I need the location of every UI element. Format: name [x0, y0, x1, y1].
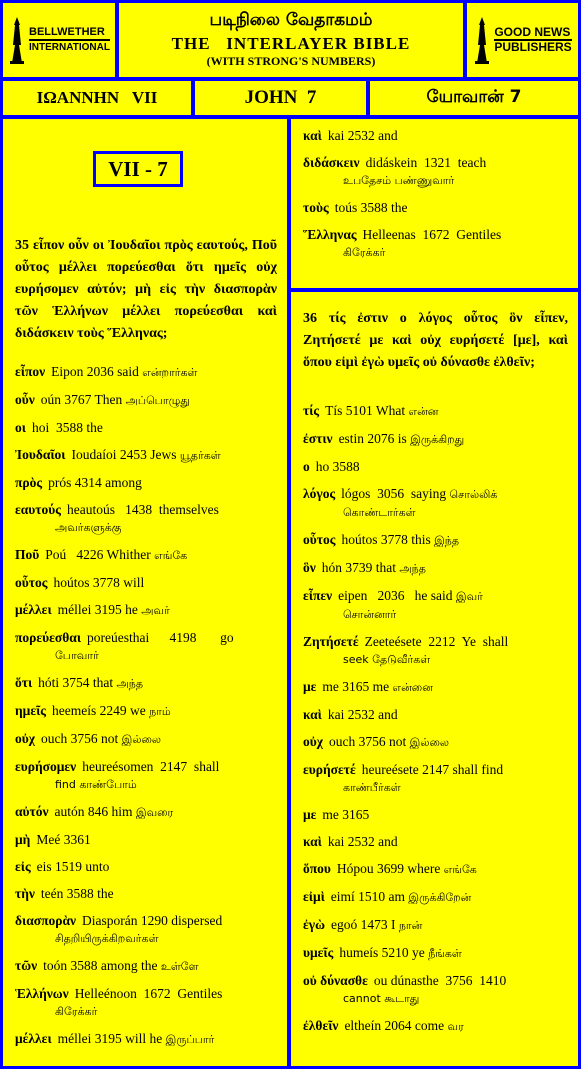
word-entry — [303, 706, 568, 724]
transliteration: prós 4314 among — [48, 475, 142, 490]
transliteration: me 3165 me — [322, 679, 390, 694]
tamil-gloss: இந்த — [434, 534, 459, 547]
continuation: போவார் — [55, 649, 99, 662]
word-entry — [15, 730, 277, 749]
transliteration: heureésomen 2147 shall — [82, 759, 220, 774]
transliteration: teén 3588 the — [40, 886, 114, 901]
greek-word: οὗτος — [303, 532, 336, 547]
transliteration: méllei 3195 will he — [57, 1031, 163, 1046]
word-entry — [15, 758, 277, 794]
greek-word: εἰμὶ — [303, 889, 325, 904]
transliteration: autón 846 him — [54, 804, 133, 819]
greek-word: εαυτούς — [15, 502, 61, 517]
word-entry — [15, 803, 277, 822]
continuation: கிரேக்கர் — [55, 1005, 98, 1018]
word-entry — [303, 199, 568, 217]
tamil-gloss: இல்லை — [409, 736, 449, 749]
word-entry — [15, 957, 277, 976]
transliteration: egoó 1473 I — [330, 917, 396, 932]
transliteration: oún 3767 Then — [40, 392, 123, 407]
tamil-gloss: என்னை — [392, 681, 433, 694]
transliteration: didáskein 1321 teach — [365, 155, 487, 170]
verse-36-text: 36 τίς ἐστιν ο λόγος οὗτος ὃν εἶπεν, Ζητήσετέ με καὶ οὐχ ευρήσετέ [με], καὶ ὅπου εἰμὶ ἐγὼ υμεῖς οὐ δύνασθε ἐλθεῖν; — [303, 311, 568, 370]
verse-35-text: 35 εἶπον οὖν οι Ἰουδαῖοι πρὸς εαυτούς, Ποῦ οὗτος μέλλει πορεύεσθαι ὅτι ημεῖς οὐχ ευρήσομεν αὐτόν; μὴ εἰς τὴν διασπορὰν τῶν Ἑλλήνων μέλλει πορεύεσθαι καὶ διδάσκειν τοὺς Ἕλληνας; — [15, 238, 277, 341]
book-english-cell — [195, 81, 366, 115]
word-entry — [303, 531, 568, 550]
transliteration: ou dúnasthe 3756 1410 — [373, 973, 507, 988]
word-entry — [15, 574, 277, 592]
greek-word: με — [303, 807, 317, 822]
transliteration: me 3165 — [322, 807, 370, 822]
greek-word: τὴν — [15, 886, 35, 901]
greek-word: εἶπον — [15, 364, 46, 379]
continuation: find காண்போம் — [55, 778, 137, 791]
greek-word: μέλλει — [15, 602, 52, 617]
greek-word: καὶ — [303, 707, 322, 722]
greek-word: μὴ — [15, 832, 31, 847]
word-entry — [15, 885, 277, 903]
book-greek-cell — [3, 81, 191, 115]
transliteration: toús 3588 the — [334, 200, 408, 215]
continuation: உபதேசம் பண்ணுவார் — [343, 174, 455, 187]
word-entry — [303, 458, 568, 476]
tamil-gloss: இவரை — [135, 806, 174, 819]
word-entry — [303, 833, 568, 851]
word-entry — [15, 912, 277, 948]
book-tamil-cell — [370, 81, 578, 115]
tamil-gloss: நான் — [398, 919, 423, 932]
transliteration: Diasporán 1290 dispersed — [82, 913, 223, 928]
continuation: அவர்களுக்கு — [55, 521, 122, 534]
transliteration: lógos 3056 saying — [341, 486, 447, 501]
transliteration: Hópou 3699 where — [336, 861, 441, 876]
continuation: காண்பீர்கள் — [343, 781, 401, 794]
right-logo-panel — [467, 3, 578, 77]
transliteration: hón 3739 that — [321, 560, 397, 575]
tamil-gloss: அந்த — [399, 562, 426, 575]
transliteration: méllei 3195 he — [57, 602, 138, 617]
transliteration: eltheín 2064 come — [344, 1018, 445, 1033]
word-entry — [15, 629, 277, 665]
greek-word: πρὸς — [15, 475, 43, 490]
word-entry — [303, 806, 568, 824]
book-tamil: யோவான் 7 — [426, 87, 522, 107]
greek-word: πορεύεσθαι — [15, 630, 82, 645]
word-entry — [15, 363, 277, 382]
word-entry — [15, 501, 277, 537]
word-entry — [303, 402, 568, 421]
tamil-gloss: உள்ளே — [160, 960, 199, 973]
greek-word: ἐλθεῖν — [303, 1018, 339, 1033]
transliteration: humeís 5210 ye — [339, 945, 425, 960]
tamil-gloss: நாம் — [149, 705, 171, 718]
greek-word: Ποῦ — [15, 547, 40, 562]
transliteration: eis 1519 unto — [36, 859, 110, 874]
left-logo-line1: BELLWETHER — [29, 26, 110, 41]
word-entry — [15, 546, 277, 565]
title-english: THE INTERLAYER BIBLE — [171, 34, 411, 53]
transliteration: Meé 3361 — [36, 832, 91, 847]
word-entry — [15, 474, 277, 492]
transliteration: Ioudaíoi 2453 Jews — [71, 447, 177, 462]
word-entry — [303, 587, 568, 624]
continuation: சிதறியிருக்கிறவர்கள் — [55, 932, 159, 945]
word-entry — [303, 916, 568, 935]
word-entry — [15, 1030, 277, 1049]
right-logo-line2: PUBLISHERS — [494, 40, 572, 54]
greek-word: καὶ — [303, 834, 322, 849]
title-tamil: படிநிலை வேதாகமம் — [209, 10, 373, 30]
transliteration: estin 2076 is — [338, 431, 407, 446]
tamil-gloss: நீங்கள் — [428, 947, 462, 960]
tamil-gloss: சொல்லிக் — [449, 488, 498, 501]
greek-word: με — [303, 679, 317, 694]
greek-word: ημεῖς — [15, 703, 46, 718]
tamil-gloss: அவர் — [141, 604, 170, 617]
transliteration: Eipon 2036 said — [51, 364, 139, 379]
tamil-gloss: இருப்பார் — [165, 1033, 215, 1046]
word-entry — [303, 888, 568, 907]
greek-word: οὗτος — [15, 575, 48, 590]
transliteration: hoútos 3778 this — [341, 532, 431, 547]
greek-word: διδάσκειν — [303, 155, 360, 170]
greek-word: ἐγὼ — [303, 917, 325, 932]
word-entry — [15, 702, 277, 721]
word-entry — [303, 1017, 568, 1036]
right-top-entries — [303, 127, 568, 262]
greek-word: οὐ δύνασθε — [303, 973, 368, 988]
transliteration: kai 2532 and — [327, 707, 398, 722]
word-entry — [303, 154, 568, 190]
greek-word: ὅτι — [15, 675, 33, 690]
transliteration: Helleénoon 1672 Gentiles — [74, 986, 223, 1001]
right-top-column — [291, 119, 578, 288]
tamil-gloss: இல்லை — [121, 733, 161, 746]
greek-word: Ζητήσετέ — [303, 634, 359, 649]
continuation: cannot கூடாது — [343, 992, 420, 1005]
left-logo-line2: INTERNATIONAL — [29, 42, 110, 53]
word-entry — [303, 226, 568, 262]
greek-word: διασπορὰν — [15, 913, 77, 928]
continuation: கிரேக்கர் — [343, 246, 386, 259]
word-entry — [303, 761, 568, 797]
greek-word: τίς — [303, 403, 320, 418]
bellwether-tower-icon — [8, 15, 26, 65]
transliteration: Tís 5101 What — [325, 403, 406, 418]
tamil-gloss: என்ன — [408, 405, 439, 418]
greek-word: εἶπεν — [303, 588, 333, 603]
tamil-gloss: இருக்கிறேன் — [408, 891, 472, 904]
transliteration: poreúesthai 4198 go — [87, 630, 234, 645]
greek-word: ὃν — [303, 560, 316, 575]
verse-36-entries — [303, 402, 568, 1036]
greek-word: Ἰουδαῖοι — [15, 447, 66, 462]
greek-word: εἰς — [15, 859, 31, 874]
transliteration: eimí 1510 am — [330, 889, 406, 904]
continuation: கொண்டார்கள் — [343, 506, 416, 519]
title-subtitle: (WITH STRONG'S NUMBERS) — [206, 54, 376, 68]
tamil-gloss: இருக்கிறது — [410, 433, 465, 446]
transliteration: hoútos 3778 will — [53, 575, 145, 590]
word-entry — [303, 127, 568, 145]
greek-word: Ἕλληνας — [303, 227, 357, 242]
transliteration: toón 3588 among the — [43, 958, 158, 973]
transliteration: heureésete 2147 shall find — [361, 762, 504, 777]
word-entry — [303, 559, 568, 578]
greek-word: ἐστιν — [303, 431, 333, 446]
word-entry — [303, 972, 568, 1008]
left-column — [3, 119, 287, 1066]
greek-word: ευρήσετέ — [303, 762, 356, 777]
good-news-tower-icon — [473, 15, 491, 65]
transliteration: heautoús 1438 themselves — [66, 502, 219, 517]
greek-word: μέλλει — [15, 1031, 52, 1046]
transliteration: hóti 3754 that — [38, 675, 114, 690]
tamil-gloss: அந்த — [116, 677, 143, 690]
word-entry — [303, 485, 568, 522]
word-entry — [15, 446, 277, 465]
transliteration: eipen 2036 he said — [338, 588, 453, 603]
greek-word: υμεῖς — [303, 945, 334, 960]
continuation: seek தேடுவீர்கள் — [343, 653, 431, 666]
greek-word: ο — [303, 459, 310, 474]
word-entry — [15, 391, 277, 410]
word-entry — [15, 858, 277, 876]
right-logo-line1: GOOD NEWS — [494, 25, 571, 39]
transliteration: Zeeteésete 2212 Ye shall — [364, 634, 509, 649]
word-entry — [303, 860, 568, 879]
word-entry — [303, 944, 568, 963]
word-entry — [15, 831, 277, 849]
greek-word: καὶ — [303, 128, 322, 143]
transliteration: kai 2532 and — [327, 834, 398, 849]
transliteration: ho 3588 — [315, 459, 360, 474]
transliteration: ouch 3756 not — [41, 731, 119, 746]
greek-word: αὐτόν — [15, 804, 49, 819]
transliteration: Helleenas 1672 Gentiles — [362, 227, 502, 242]
transliteration: heemeís 2249 we — [51, 703, 146, 718]
bellwether-logo — [8, 15, 110, 65]
word-entry — [15, 674, 277, 693]
transliteration: Poú 4226 Whither — [45, 547, 151, 562]
greek-word: οὖν — [15, 392, 35, 407]
chapter-label: VII - 7 — [93, 151, 183, 187]
tamil-gloss: எங்கே — [154, 549, 188, 562]
greek-word: ὅπου — [303, 861, 331, 876]
title-panel — [119, 3, 463, 77]
book-greek: ΙΩΑΝΝΗΝ VII — [36, 88, 158, 107]
tamil-gloss: என்றார்கள் — [142, 366, 198, 379]
good-news-logo — [473, 15, 571, 65]
tamil-gloss: இவர் — [455, 590, 483, 603]
transliteration: hoi 3588 the — [31, 420, 103, 435]
word-entry — [15, 985, 277, 1021]
word-entry — [15, 419, 277, 437]
word-entry — [303, 430, 568, 449]
word-entry — [15, 601, 277, 620]
left-logo-panel — [3, 3, 115, 77]
greek-word: λόγος — [303, 486, 336, 501]
greek-word: τοὺς — [303, 200, 329, 215]
tamil-gloss: யூதர்கள் — [179, 449, 221, 462]
book-english: JOHN 7 — [244, 87, 317, 108]
continuation: சொன்னார் — [343, 608, 397, 621]
greek-word: οὐχ — [303, 734, 323, 749]
transliteration: kai 2532 and — [327, 128, 398, 143]
verse-35-entries — [15, 363, 277, 1049]
greek-word: τῶν — [15, 958, 38, 973]
word-entry — [303, 678, 568, 697]
tamil-gloss: அப்பொழுது — [125, 394, 190, 407]
transliteration: ouch 3756 not — [329, 734, 407, 749]
word-entry — [303, 733, 568, 752]
tamil-gloss: எங்கே — [443, 863, 477, 876]
word-entry — [303, 633, 568, 669]
greek-word: ευρήσομεν — [15, 759, 77, 774]
greek-word: οι — [15, 420, 26, 435]
greek-word: Ἑλλήνων — [15, 986, 69, 1001]
tamil-gloss: வர — [447, 1020, 464, 1033]
greek-word: οὐχ — [15, 731, 35, 746]
right-bottom-column — [291, 292, 578, 1066]
